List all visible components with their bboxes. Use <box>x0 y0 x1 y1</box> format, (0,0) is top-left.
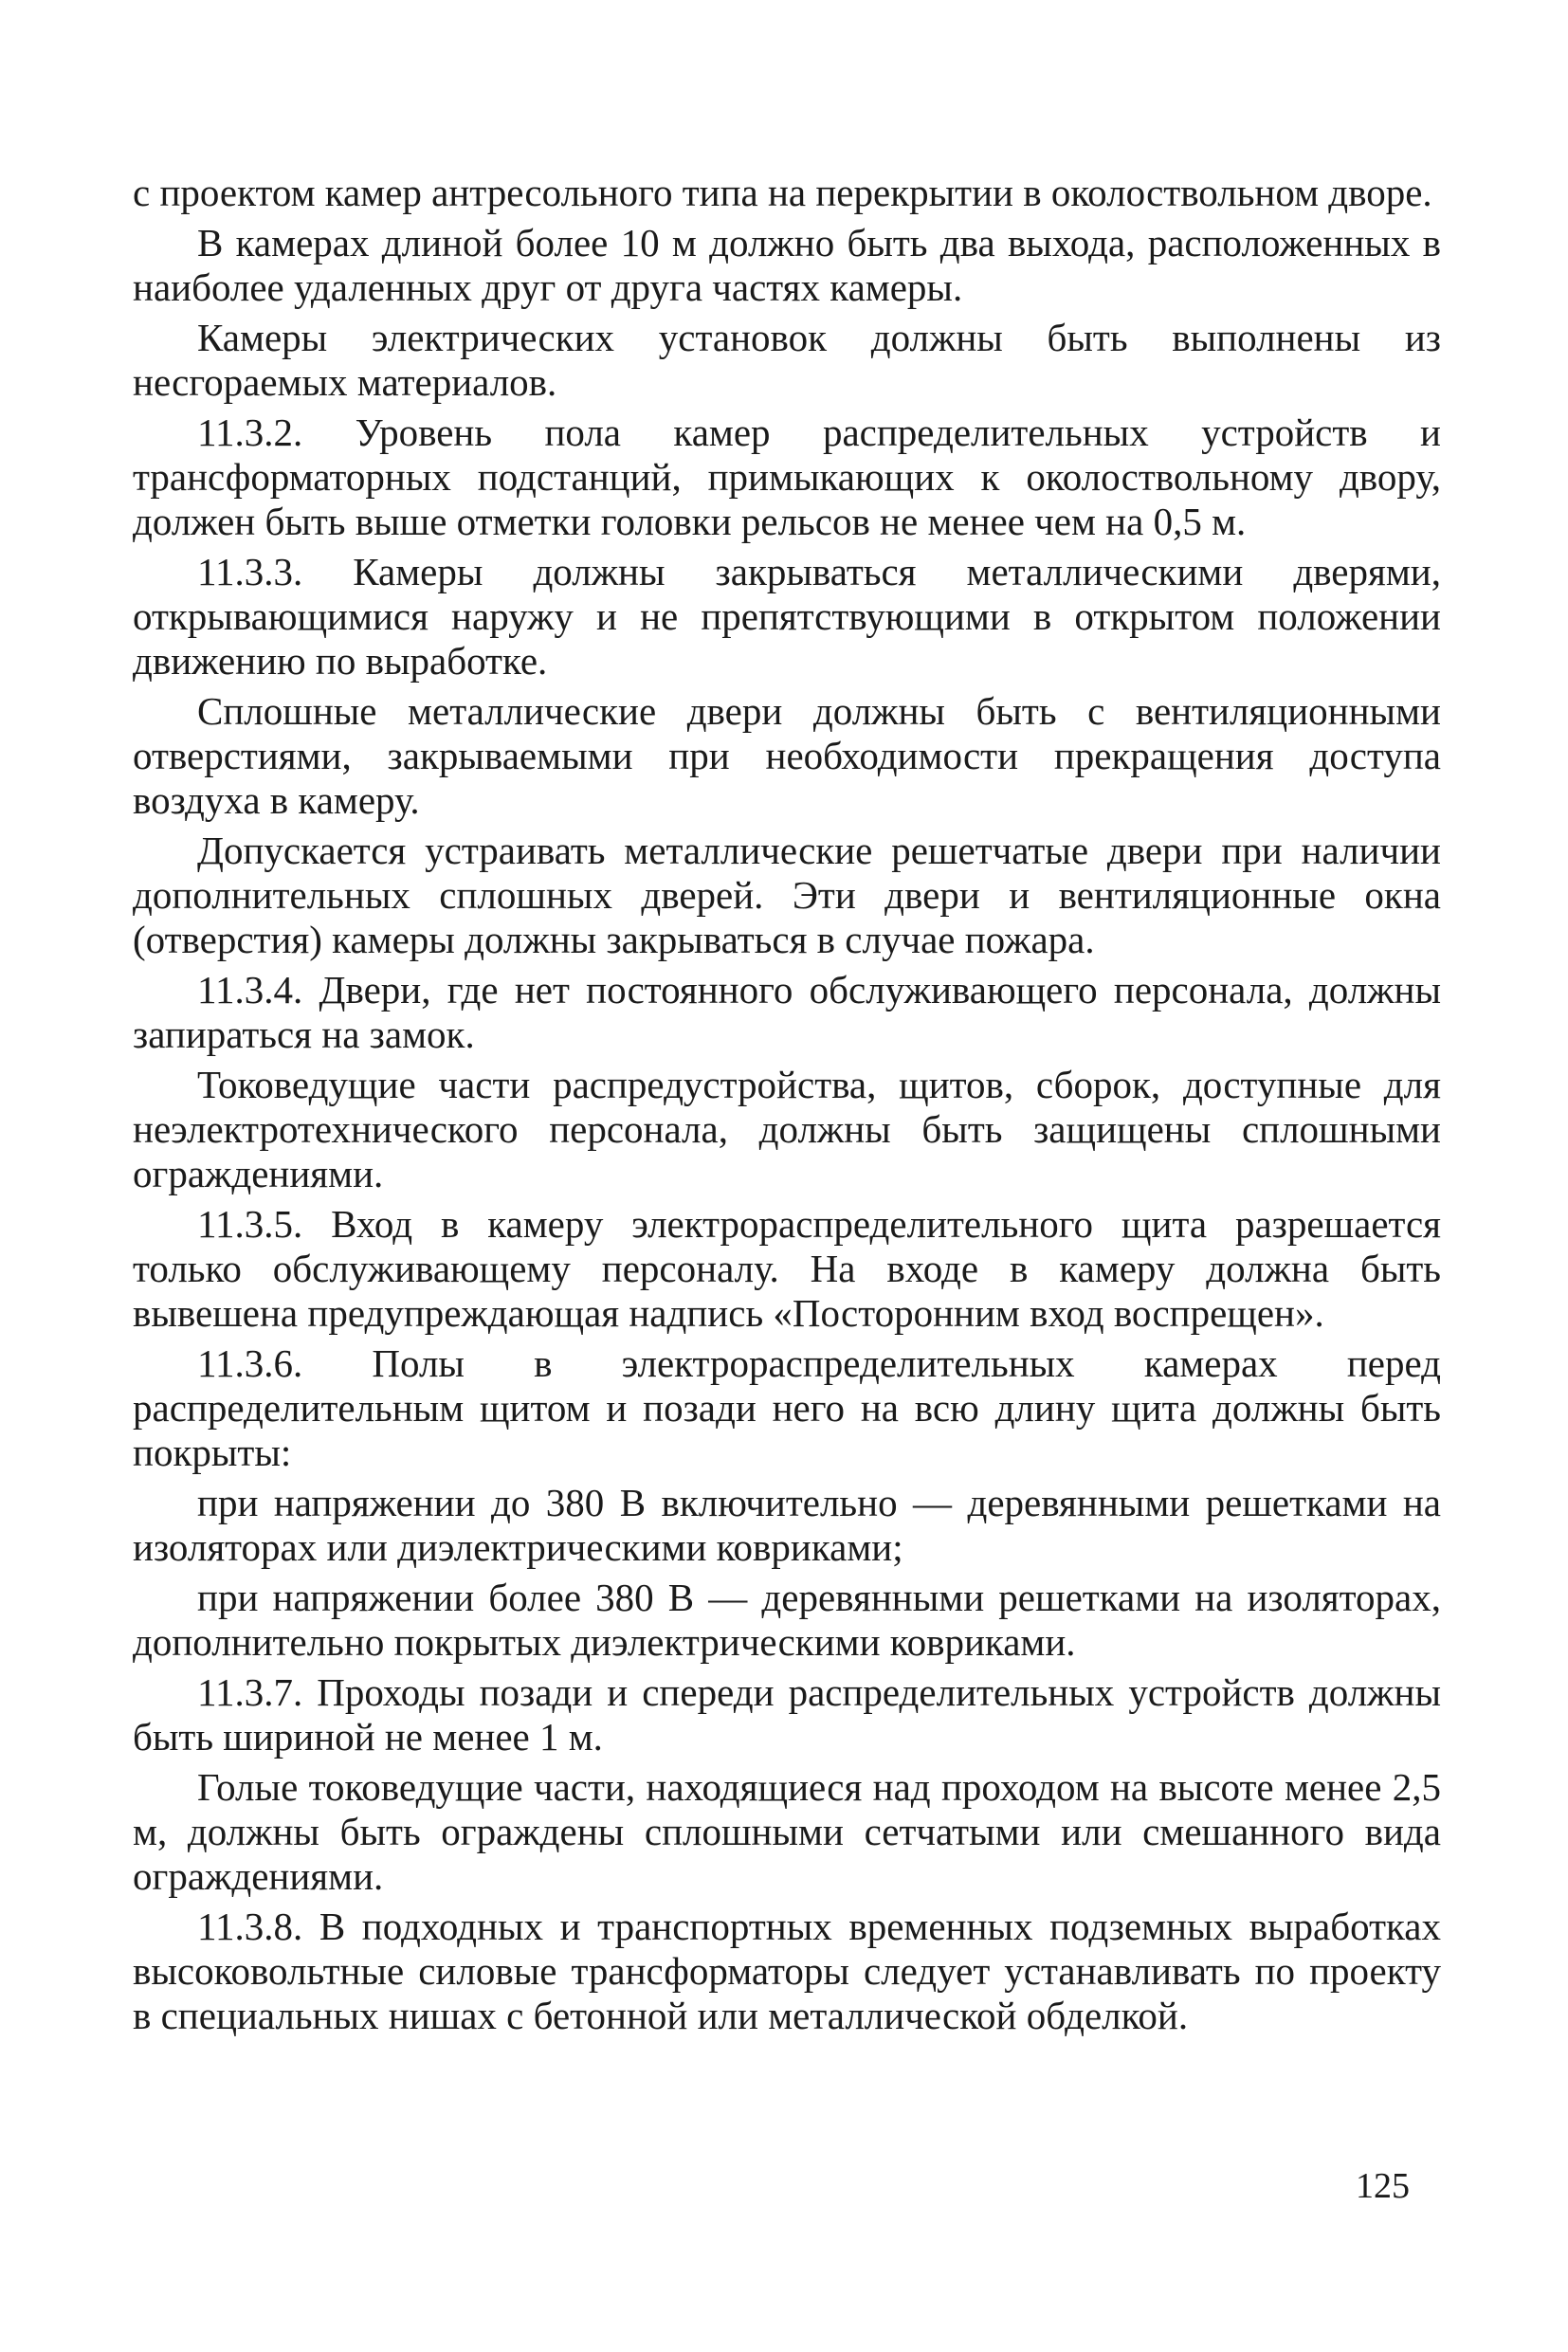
paragraph-lattice-doors: Допускается устраивать металлические решетчатые двери при наличии дополнительных сплошных дверей. Эти двери и вентиляционные окна (отверстия) камеры должны закрываться в случае пожара. <box>133 829 1441 961</box>
paragraph-11-3-3: 11.3.3. Камеры должны закрываться металлическими дверями, открывающимися наружу и не препятствующими в открытом положении движению по выработке. <box>133 550 1441 683</box>
paragraph-voltage-380-incl: при напряжении до 380 В включительно — деревянными решетками на изоляторах или диэлектрическими ковриками; <box>133 1481 1441 1569</box>
paragraph-voltage-above-380: при напряжении более 380 В — деревянными решетками на изоляторах, дополнительно покрытых диэлектрическими ковриками. <box>133 1576 1441 1664</box>
paragraph-materials: Камеры электрических установок должны быть выполнены из несгораемых материалов. <box>133 316 1441 404</box>
paragraph-11-3-6: 11.3.6. Полы в электрораспределительных камерах перед распределительным щитом и позади него на всю длину щита должны быть покрыты: <box>133 1341 1441 1474</box>
paragraph-solid-doors: Сплошные металлические двери должны быть с вентиляционными отверстиями, закрываемыми при необходимости прекращения доступа воздуха в камеру. <box>133 689 1441 822</box>
paragraph-bare-live-parts: Голые токоведущие части, находящиеся над проходом на высоте менее 2,5 м, должны быть ограждены сплошными сетчатыми или смешанного вида ограждениями. <box>133 1765 1441 1898</box>
paragraph-11-3-5: 11.3.5. Вход в камеру электрораспределительного щита разрешается только обслуживающему персоналу. На входе в камеру должна быть вывешена предупреждающая надпись «Посторонним вход воспрещен». <box>133 1202 1441 1335</box>
page-body <box>133 171 1441 2044</box>
page-number: 125 <box>1356 2166 1410 2206</box>
paragraph-11-3-7: 11.3.7. Проходы позади и спереди распределительных устройств должны быть шириной не менее 1 м. <box>133 1670 1441 1759</box>
paragraph-11-3-2: 11.3.2. Уровень пола камер распределительных устройств и трансформаторных подстанций, примыкающих к околоствольному двору, должен быть выше отметки головки рельсов не менее чем на 0,5 м. <box>133 410 1441 543</box>
paragraph-live-parts: Токоведущие части распредустройства, щитов, сборок, доступные для неэлектротехнического персонала, должны быть защищены сплошными ограждениями. <box>133 1063 1441 1195</box>
paragraph-continuation: с проектом камер антресольного типа на перекрытии в околоствольном дворе. <box>133 171 1432 214</box>
paragraph-exits: В камерах длиной более 10 м должно быть два выхода, расположенных в наиболее удаленных друг от друга частях камеры. <box>133 221 1441 309</box>
paragraph-11-3-4: 11.3.4. Двери, где нет постоянного обслуживающего персонала, должны запираться на замок. <box>133 968 1441 1056</box>
paragraph-11-3-8: 11.3.8. В подходных и транспортных временных подземных выработках высоковольтные силовые трансформаторы следует устанавливать по проекту в специальных нишах с бетонной или металлической обделкой. <box>133 1905 1441 2037</box>
